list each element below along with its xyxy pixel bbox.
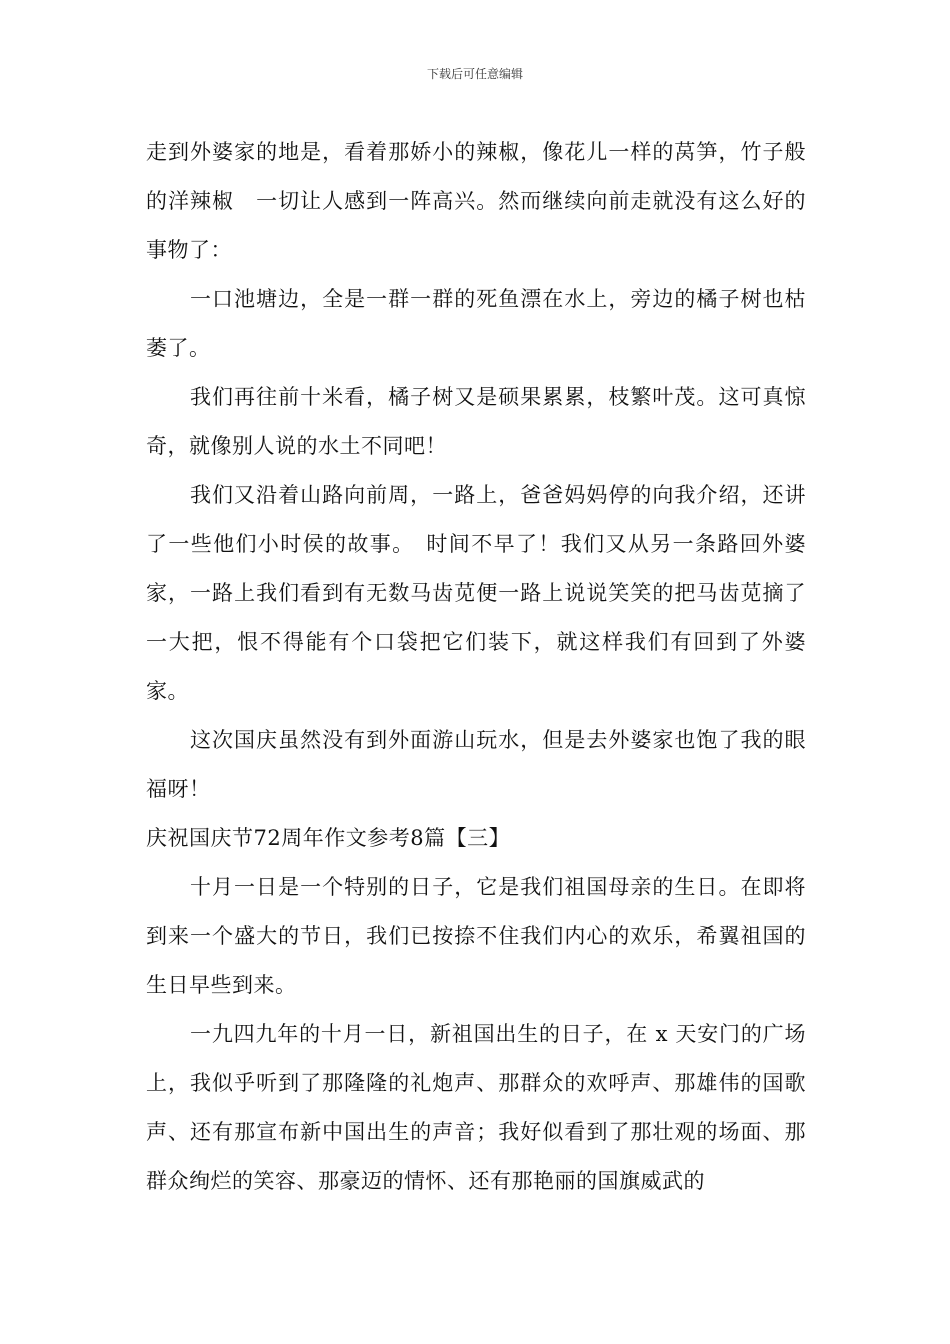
document-body bbox=[146, 128, 806, 1206]
paragraph: 我们又沿着山路向前周，一路上，爸爸妈妈停的向我介绍，还讲了一些他们小时侯的故事。 时间不早了！我们又从另一条路回外婆家，一路上我们看到有无数马齿苋便一路上说说笑笑的把马齿苋摘了一大把，恨不得能有个口袋把它们装下，就这样我们有回到了外婆家。 bbox=[146, 483, 806, 703]
paragraph: 我们再往前十米看，橘子树又是硕果累累，枝繁叶茂。这可真惊奇，就像别人说的水土不同吧！ bbox=[146, 385, 806, 458]
paragraph: 一九四九年的十月一日，新祖国出生的日子，在 x 天安门的广场上，我似乎听到了那隆隆的礼炮声、那群众的欢呼声、那雄伟的国歌声、还有那宣布新中国出生的声音；我好似看到了那壮观的场面、那群众绚烂的笑容、那豪迈的情怀、还有那艳丽的国旗威武的 bbox=[146, 1022, 806, 1193]
paragraph: 这次国庆虽然没有到外面游山玩水，但是去外婆家也饱了我的眼福呀！ bbox=[146, 728, 806, 801]
paragraph: 一口池塘边，全是一群一群的死鱼漂在水上，旁边的橘子树也枯萎了。 bbox=[146, 287, 806, 360]
section-heading: 庆祝国庆节72周年作文参考8篇【三】 bbox=[146, 826, 511, 850]
paragraph: 十月一日是一个特别的日子，它是我们祖国母亲的生日。在即将到来一个盛大的节日，我们已按捺不住我们内心的欢乐，希翼祖国的生日早些到来。 bbox=[146, 875, 806, 997]
paragraph-continuation: 走到外婆家的地是，看着那娇小的辣椒，像花儿一样的莴笋，竹子般的洋辣椒 一切让人感到一阵高兴。然而继续向前走就没有这么好的事物了： bbox=[146, 140, 806, 262]
page-header: 下载后可任意编辑 bbox=[426, 67, 523, 81]
